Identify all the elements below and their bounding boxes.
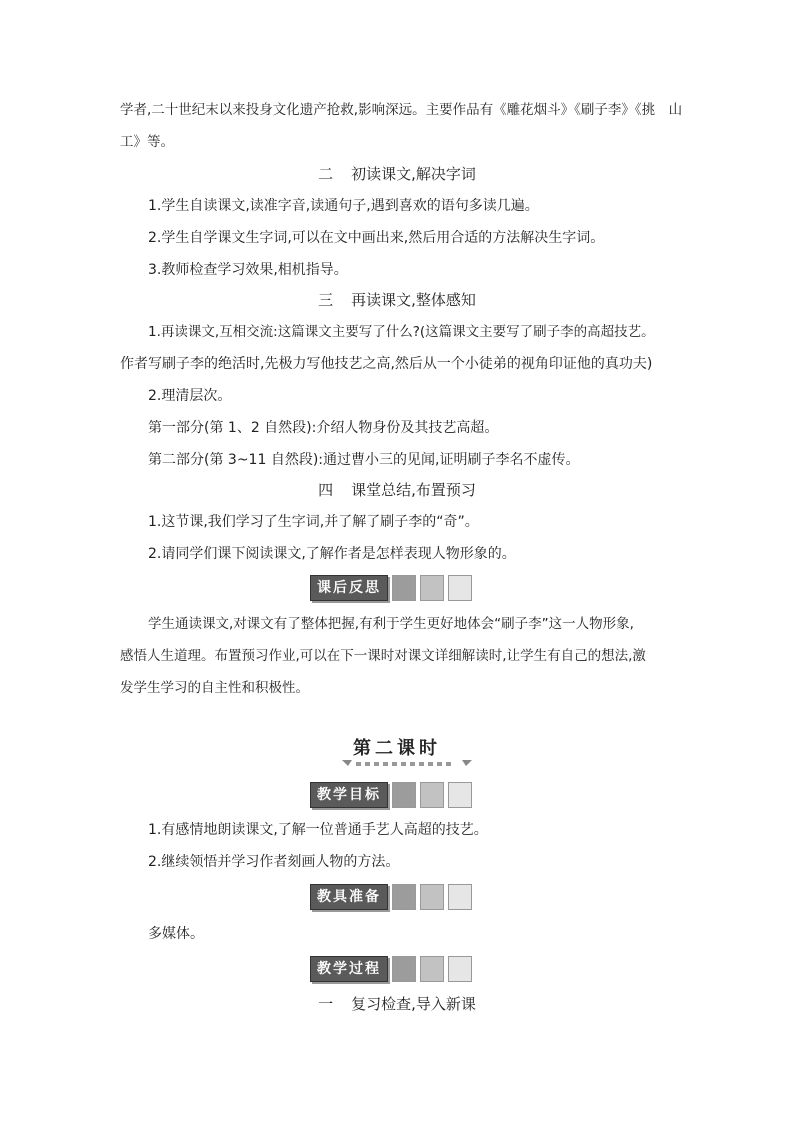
section-number: 四: [318, 481, 334, 499]
banner-square: [448, 782, 472, 808]
list-item: 1.有感情地朗读课文,了解一位普通手艺人高超的技艺。: [148, 822, 488, 838]
lesson-title: 第二课时: [353, 738, 441, 759]
banner-square: [420, 575, 444, 601]
section-heading-4: [0, 480, 794, 500]
goals-banner: [310, 782, 472, 808]
banner-label: 教学目标: [310, 782, 388, 808]
part-item: 第二部分(第 3~11 自然段):通过曹小三的见闻,证明刷子李名不虚传。: [148, 452, 580, 468]
tools-text: 多媒体。: [148, 926, 204, 942]
banner-square: [448, 575, 472, 601]
list-item: 1.学生自读课文,读准字音,读通句子,遇到喜欢的语句多读几遍。: [148, 198, 539, 214]
banner-label: 教具准备: [310, 884, 388, 910]
banner-square: [392, 956, 416, 982]
part-item: 第一部分(第 1、2 自然段):介绍人物身份及其技艺高超。: [148, 420, 499, 436]
decorative-dots: [342, 758, 472, 768]
list-item: 1.这节课,我们学习了生字词,并了解了刷子李的“奇”。: [148, 514, 479, 530]
list-item: 2.学生自学课文生字词,可以在文中画出来,然后用合适的方法解决生字词。: [148, 230, 605, 246]
list-item: 2.请同学们课下阅读课文,了解作者是怎样表现人物形象的。: [148, 546, 516, 562]
list-item: 2.继续领悟并学习作者刻画人物的方法。: [148, 854, 400, 870]
section-heading-2: [0, 164, 794, 184]
banner-square: [420, 782, 444, 808]
list-item: 1.再读课文,互相交流:这篇课文主要写了什么?(这篇课文主要写了刷子李的高超技艺。: [148, 324, 655, 340]
reflection-banner: [310, 575, 472, 601]
list-item: 2.理清层次。: [148, 388, 232, 404]
section-number: 三: [318, 291, 334, 309]
intro-line-2: 工》等。: [120, 134, 174, 150]
list-item: 3.教师检查学习效果,相机指导。: [148, 262, 348, 278]
banner-label: 教学过程: [310, 956, 388, 982]
paragraph-line: 学生通读课文,对课文有了整体把握,有利于学生更好地体会“刷子李”这一人物形象,: [148, 616, 634, 632]
section-number: 二: [318, 165, 334, 183]
section-title: 初读课文,解决字词: [351, 165, 476, 183]
banner-label: 课后反思: [310, 575, 388, 601]
section-title: 再读课文,整体感知: [351, 291, 476, 309]
banner-square: [448, 956, 472, 982]
banner-square: [392, 884, 416, 910]
intro-line-1: 学者,二十世纪末以来投身文化遗产抢救,影响深远。主要作品有《雕花烟斗》《刷子李》《挑 山: [120, 102, 683, 118]
banner-square: [392, 575, 416, 601]
paragraph-line: 感悟人生道理。布置预习作业,可以在下一课时对课文详细解读时,让学生有自己的想法,激: [120, 648, 646, 664]
banner-square: [420, 884, 444, 910]
banner-square: [420, 956, 444, 982]
banner-square: [448, 884, 472, 910]
list-item-continued: 作者写刷子李的绝活时,先极力写他技艺之高,然后从一个小徒弟的视角印证他的真功夫): [120, 356, 653, 372]
tools-banner: [310, 884, 472, 910]
paragraph-line: 发学生学习的自主性和积极性。: [120, 680, 309, 696]
section-heading-3: [0, 290, 794, 310]
banner-square: [392, 782, 416, 808]
section-heading-step1: [0, 994, 794, 1014]
section-title: 课堂总结,布置预习: [351, 481, 476, 499]
section-number: 一: [318, 995, 334, 1013]
section-title: 复习检查,导入新课: [351, 995, 476, 1013]
process-banner: [310, 956, 472, 982]
